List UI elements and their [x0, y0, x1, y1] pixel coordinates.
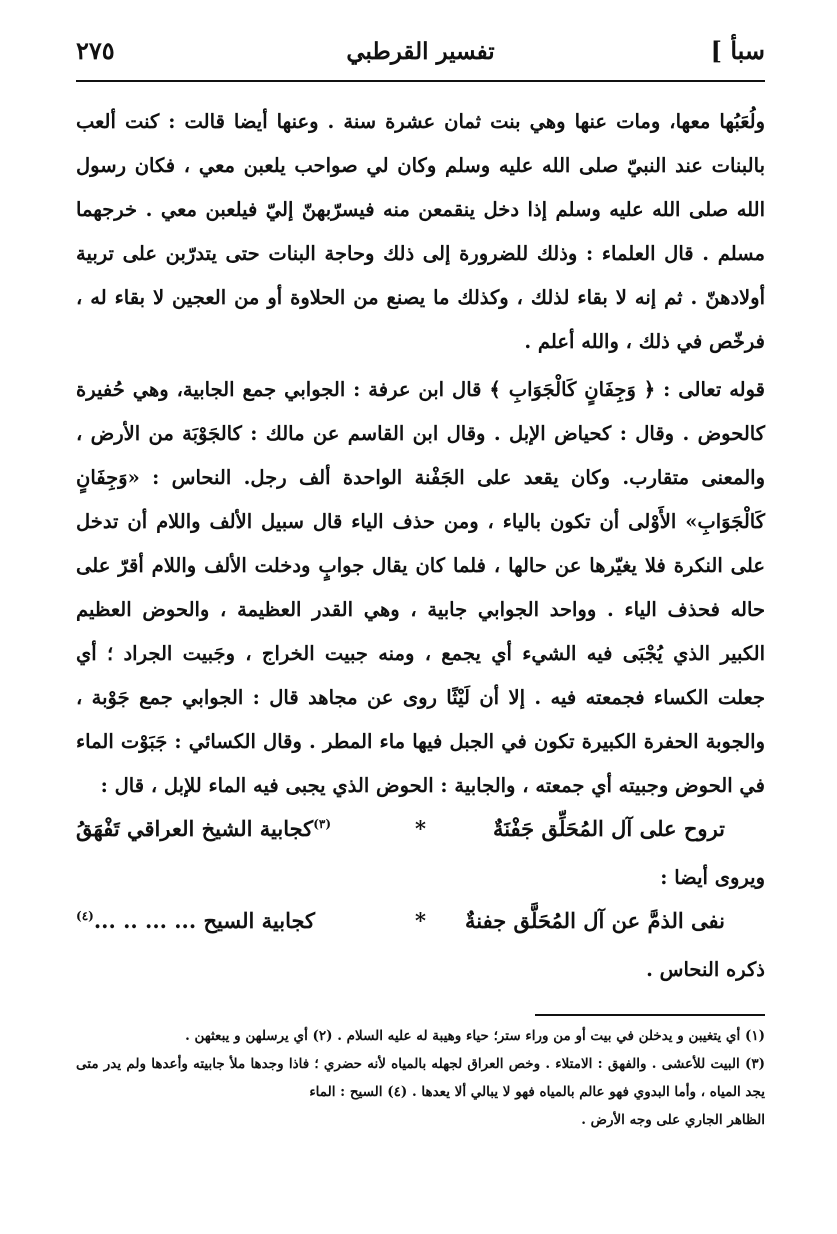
paragraph-tafsir: قوله تعالى : ﴿ وَجِفَانٍ كَالْجَوَابِ ﴾ قال ابن عرفة : الجوابي جمع الجابية، وهي حُفيرة كالحوض . وقال : كحياض الإبل . وقال ابن القاسم عن مالك : كالجَوْبَة من الأرض ، والمعنى متقارب. وكان يقعد على الجَفْنة الواحدة ألف رجل. النحاس : «وَجِفَانٍ كَالْجَوَابِ» الأَوْلى أن تكون بالياء ، ومن حذف الياء قال سبيل الألف واللام أن تدخل على النكرة فلا يغيّرها عن حالها ، فلما كان يقال جوابٍ ودخلت الألف واللام أقرّ على حاله فحذف الياء . وواحد الجوابي جابية ، وهي القدر العظيمة ، والحوض العظيم الكبير الذي يُجْبَى فيه الشيء أي يجمع ، ومنه جبيت الخراج ، وجَبيت الجراد ؛ أي جعلت الكساء فجمعته فيه . إلا أن لَيْثًا روى عن مجاهد قال : الجوابي جمع جَوْبة ، والجوبة الحفرة الكبيرة تكون في الجبل فيها ماء المطر . وقال الكسائي : جَبَوْت الماء في الحوض وجبيته أي جمعته ، والجابية : الحوض الذي يجبى فيه الماء للإبل ، قال : — [76, 378, 765, 797]
page-body — [76, 100, 765, 992]
surah-name: سبأ ] — [710, 36, 765, 65]
footnote-divider — [535, 1014, 765, 1016]
footnote-3-4: (٣) البيت للأعشى . والفهق : الامتلاء . وخص العراق لجهله بالمياه لأنه حضري ؛ فاذا وجدها ملأ جابيته وأعدها ولم يدر متى يجد المياه ، وأما البدوي فهو عالم بالمياه فهو لا يبالي ألا يعدها . (٤) السيح : الماء — [76, 1056, 765, 1100]
footnote-1-2: (١) أي يتغيبن و يدخلن في بيت أو من وراء ستر؛ حياء وهيبة له عليه السلام . (٢) أي يرسلهن و يبعثهن . — [185, 1028, 765, 1044]
page-header — [76, 28, 765, 82]
verse-2-first-hemistich: نفى الذمَّ عن آل المُحَلَّق جفنةٌ — [465, 908, 725, 933]
verse-1-note-ref: (٣) — [313, 817, 332, 831]
line-dhakara: ذكره النحاس . — [646, 958, 765, 981]
poetry-verse-2 — [76, 900, 765, 948]
footnotes — [76, 1022, 765, 1134]
verse-1-second-hemistich: $^{(٣)}$كجابية الشيخ العراقي تَفْهَقُ — [76, 816, 332, 841]
footnote-4-continued: الظاهر الجاري على وجه الأرض . — [581, 1112, 765, 1128]
line-yurwa: ويروى أيضا : — [660, 866, 765, 889]
verse-separator: * — [415, 908, 426, 933]
poetry-verse-1 — [76, 808, 765, 856]
verse-2-note-ref: (٤) — [76, 909, 94, 923]
book-title: تفسير القرطبي — [346, 38, 495, 65]
paragraph-hadith: ولُعَبُها معها، ومات عنها وهي بنت ثمان عشرة سنة . وعنها أيضا قالت : كنت ألعب بالبنات عند النبيّ صلى الله عليه وسلم وكان لي صواحب يلعبن معي ، فكان رسول الله صلى الله عليه وسلم إذا دخل ينقمعن منه فيسرّبهنّ إليّ فيلعبن معي . خرجهما مسلم . قال العلماء : وذلك للضرورة إلى ذلك وحاجة البنات حتى يتدرّبن على تربية أولادهنّ . ثم إنه لا بقاء لذلك ، وكذلك ما يصنع من الحلاوة أو من العجين لا بقاء له ، فرخّص في ذلك ، والله أعلم . — [76, 110, 765, 353]
verse-separator: * — [415, 816, 426, 841]
verse-2-second-hemistich: كجابية السيح ... ... .. ...$^{(٤)}$ — [76, 908, 316, 933]
verse-1-first-hemistich: تروح على آل المُحَلِّق جَفْنَةٌ — [492, 816, 725, 841]
page-number: ٢٧٥ — [76, 36, 115, 65]
